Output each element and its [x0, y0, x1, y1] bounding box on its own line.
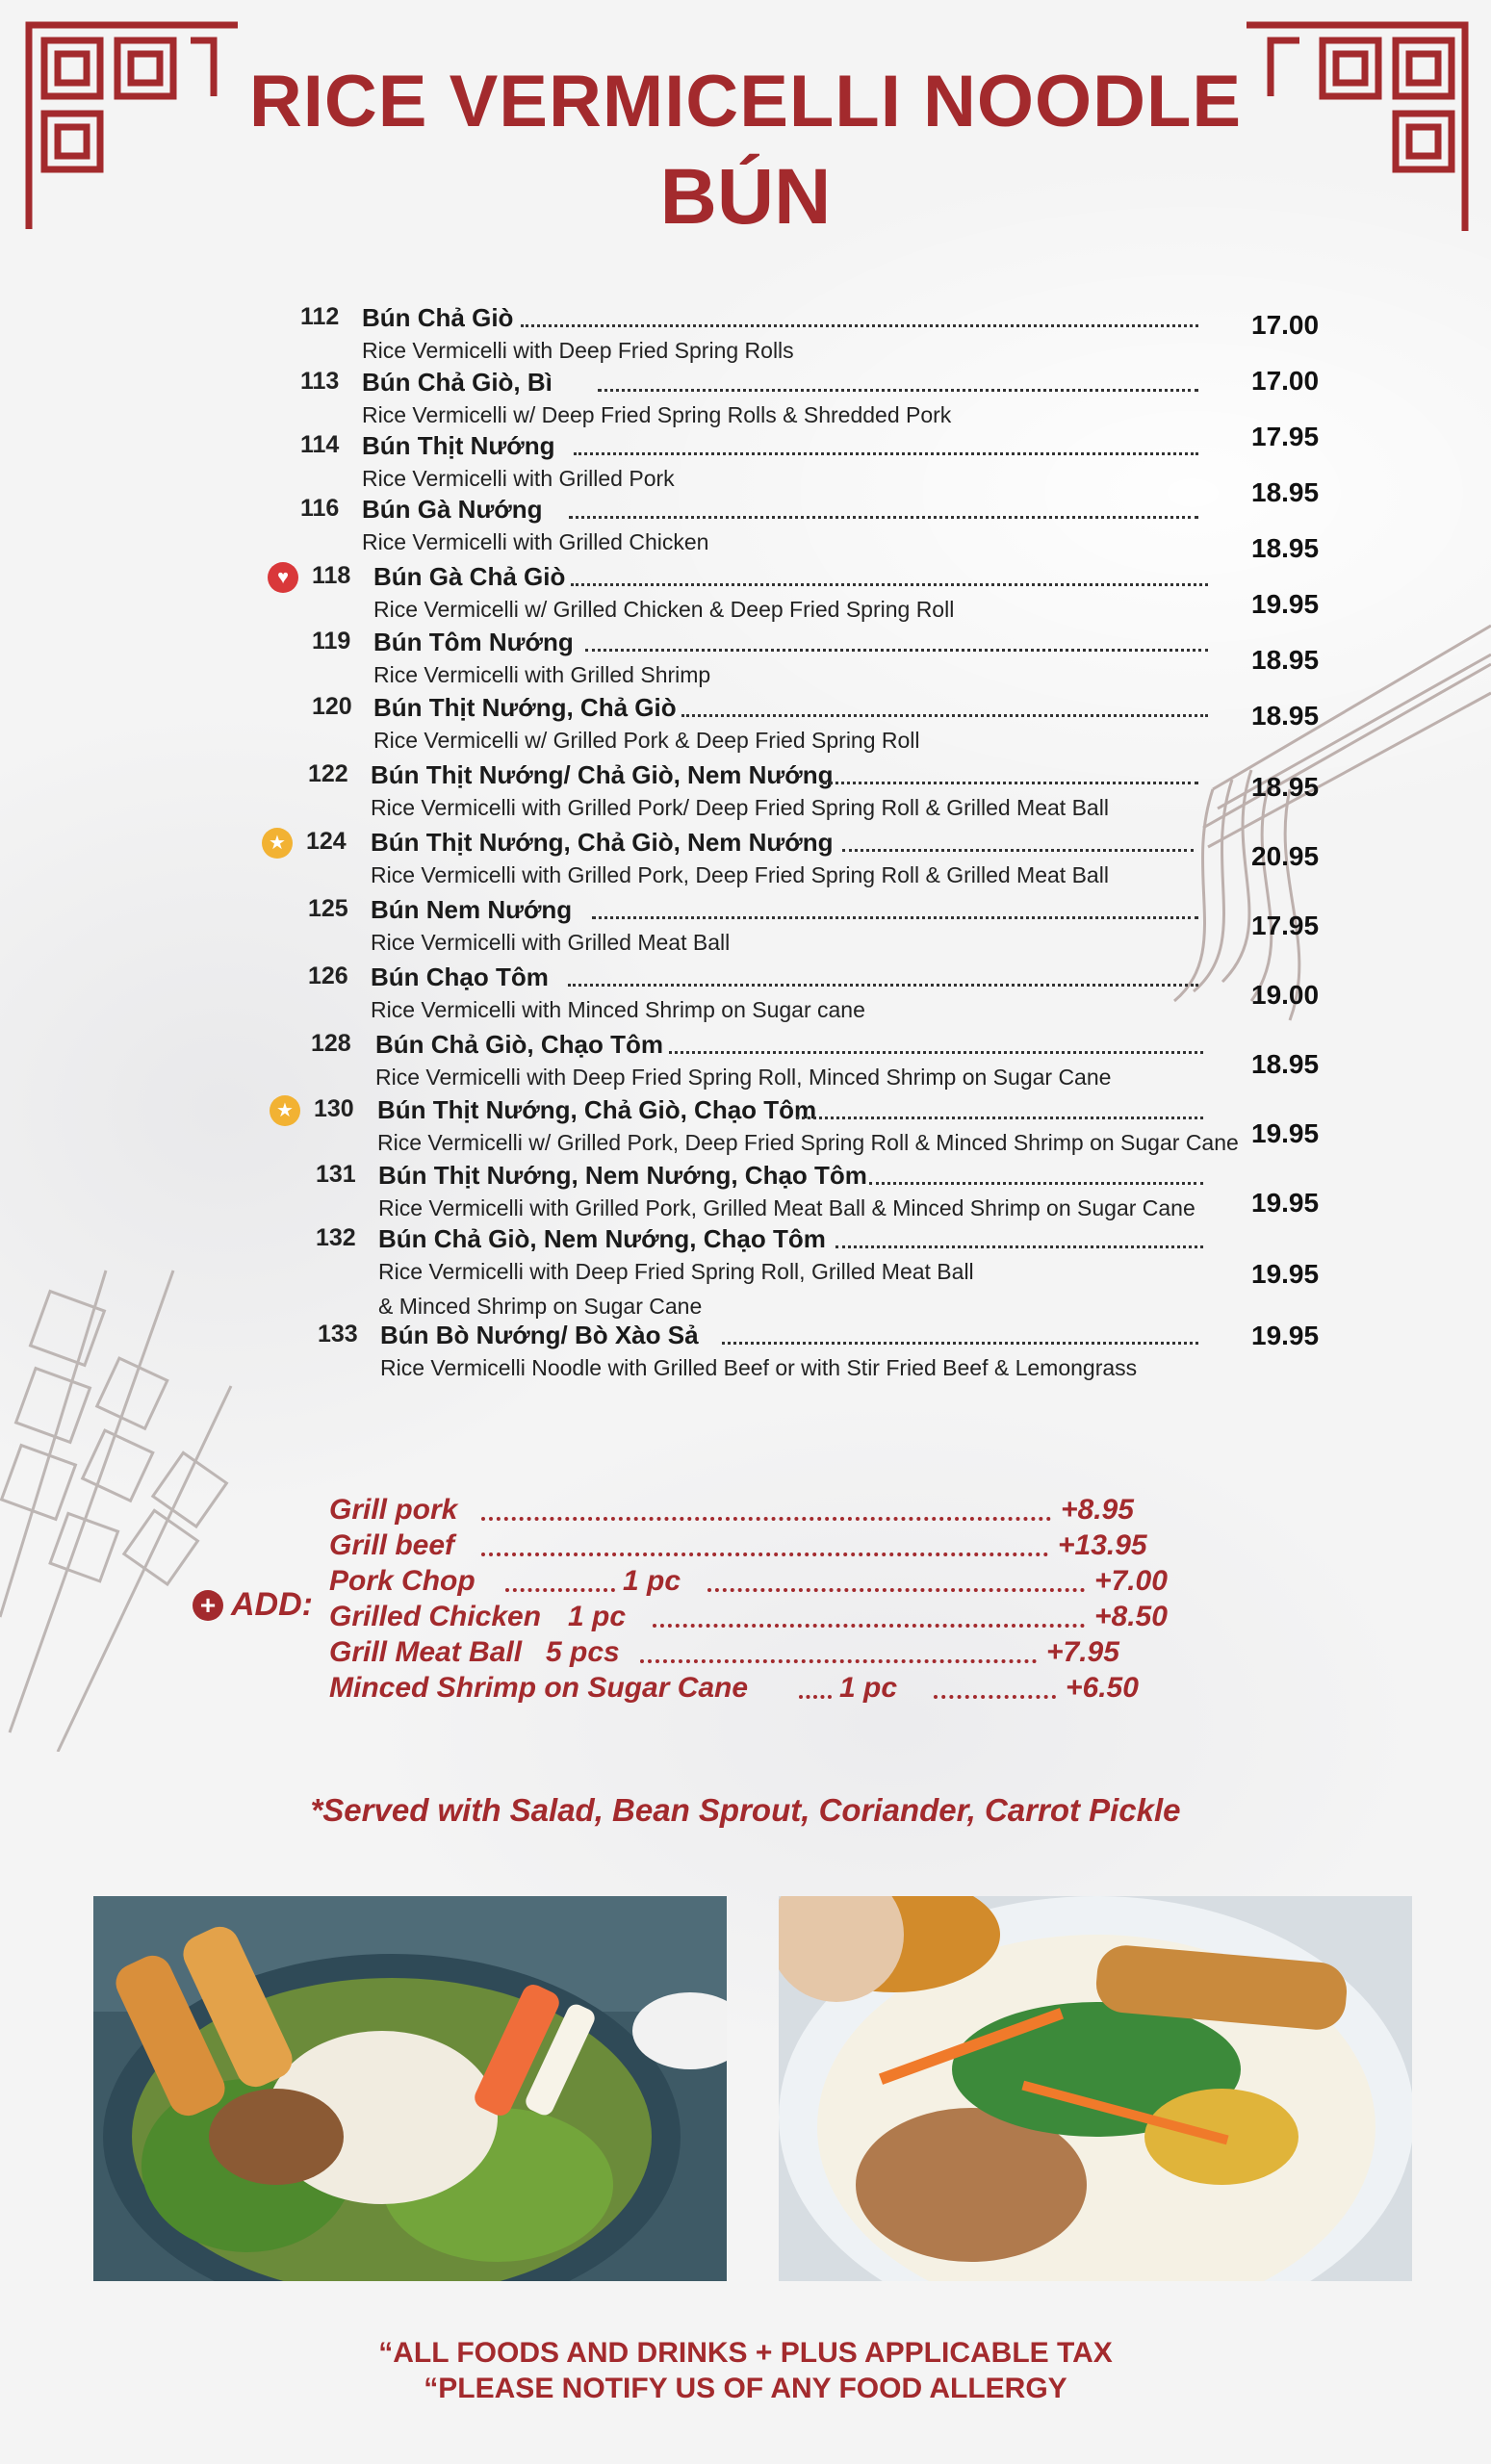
addon-price: +8.95 — [1061, 1494, 1134, 1526]
item-description: Rice Vermicelli w/ Grilled Pork, Deep Fried Spring Roll & Minced Shrimp on Sugar Cane — [377, 1130, 1239, 1155]
item-description-continued: & Minced Shrimp on Sugar Cane — [378, 1294, 703, 1319]
item-name: Bún Chả Giò, Bì — [362, 368, 553, 397]
item-number: 119 — [312, 628, 351, 654]
dot-leader — [585, 649, 1208, 652]
item-description: Rice Vermicelli with Grilled Chicken — [362, 529, 709, 554]
item-price: 18.95 — [1251, 701, 1320, 731]
dot-leader — [640, 1659, 1037, 1663]
item-name: Bún Thịt Nướng, Chả Giò, Chạo Tôm — [377, 1095, 817, 1124]
item-number: 116 — [300, 495, 340, 522]
dot-leader — [481, 1553, 1048, 1556]
item-number: 122 — [308, 760, 348, 787]
item-name: Bún Thịt Nướng — [362, 431, 555, 460]
item-price: 18.95 — [1251, 533, 1320, 563]
item-description: Rice Vermicelli w/ Grilled Pork & Deep Fried Spring Roll — [373, 728, 920, 753]
menu-list — [0, 289, 1491, 1386]
dot-leader — [681, 714, 1208, 717]
addon-quantity: 1 pc — [623, 1565, 681, 1597]
item-description: Rice Vermicelli w/ Deep Fried Spring Rolls & Shredded Pork — [362, 402, 952, 427]
item-number: 132 — [316, 1224, 356, 1251]
item-name: Bún Chả Giò, Nem Nướng, Chạo Tôm — [378, 1224, 826, 1253]
food-photo-spring-roll-bowl — [93, 1896, 727, 2281]
item-name: Bún Bò Nướng/ Bò Xào Sả — [380, 1321, 699, 1349]
addon-quantity: 1 pc — [568, 1601, 627, 1632]
item-number: 113 — [300, 368, 340, 395]
item-number: 114 — [300, 431, 340, 458]
item-description: Rice Vermicelli with Grilled Pork/ Deep Fried Spring Roll & Grilled Meat Ball — [371, 795, 1109, 820]
addon-name: Grilled Chicken — [329, 1601, 542, 1632]
add-label — [193, 1586, 313, 1624]
food-photo-noodle-bowl — [779, 1896, 1412, 2281]
dot-leader — [481, 1517, 1051, 1521]
item-description: Rice Vermicelli w/ Grilled Chicken & Deep Fried Spring Roll — [373, 597, 955, 622]
item-price: 19.95 — [1251, 589, 1320, 619]
item-number: 124 — [306, 828, 347, 855]
item-price: 17.95 — [1251, 911, 1320, 940]
item-price: 18.95 — [1251, 645, 1320, 675]
item-name: Bún Thịt Nướng, Nem Nướng, Chạo Tôm — [378, 1161, 867, 1190]
star-icon: ★ — [262, 828, 293, 859]
dot-leader — [521, 324, 1198, 327]
item-price: 18.95 — [1251, 1049, 1320, 1079]
add-label-text: ADD: — [231, 1586, 313, 1623]
addon-price: +13.95 — [1058, 1529, 1147, 1561]
item-name: Bún Nem Nướng — [371, 895, 573, 924]
addon-price: +6.50 — [1066, 1672, 1139, 1704]
item-name: Bún Chả Giò — [362, 303, 514, 332]
addon-item — [329, 1601, 1195, 1636]
item-price: 19.95 — [1251, 1188, 1320, 1218]
item-number: 120 — [312, 693, 352, 720]
addon-item — [329, 1672, 1195, 1707]
dot-leader — [568, 984, 1198, 987]
dot-leader — [669, 1051, 1203, 1054]
dot-leader — [653, 1624, 1085, 1628]
addon-item — [329, 1529, 1195, 1565]
dot-leader — [722, 1342, 1198, 1345]
item-number: 118 — [312, 562, 351, 589]
plus-icon: + — [193, 1590, 223, 1621]
item-description: Rice Vermicelli with Deep Fried Spring Rolls — [362, 338, 794, 363]
addon-list — [329, 1494, 1195, 1707]
item-number: 128 — [311, 1030, 351, 1057]
dot-leader — [799, 1695, 832, 1699]
item-number: 112 — [300, 303, 340, 330]
heart-icon: ♥ — [268, 562, 298, 593]
item-description: Rice Vermicelli with Grilled Pork — [362, 466, 675, 491]
item-description: Rice Vermicelli with Grilled Pork, Grilled Meat Ball & Minced Shrimp on Sugar Cane — [378, 1195, 1195, 1220]
addon-name: Grill beef — [329, 1529, 455, 1561]
tax-notice: “ALL FOODS AND DRINKS + PLUS APPLICABLE TAX — [378, 2337, 1113, 2369]
addon-item — [329, 1565, 1195, 1601]
item-name: Bún Chả Giò, Chạo Tôm — [375, 1030, 663, 1059]
item-price: 19.95 — [1251, 1259, 1320, 1289]
item-name: Bún Chạo Tôm — [371, 962, 549, 991]
item-price: 20.95 — [1251, 841, 1320, 871]
dot-leader — [707, 1588, 1085, 1592]
item-number: 125 — [308, 895, 348, 922]
item-number: 133 — [318, 1321, 358, 1348]
addon-name: Grill Meat Ball — [329, 1636, 523, 1668]
served-note: *Served with Salad, Bean Sprout, Coriander, Carrot Pickle — [310, 1792, 1181, 1828]
dot-leader — [571, 583, 1208, 586]
addon-item — [329, 1636, 1195, 1672]
item-price: 19.95 — [1251, 1118, 1320, 1148]
dot-leader — [505, 1588, 615, 1592]
item-price: 19.95 — [1251, 1321, 1320, 1350]
dot-leader — [598, 389, 1198, 392]
addon-price: +8.50 — [1094, 1601, 1168, 1632]
dot-leader — [574, 452, 1198, 455]
addon-name: Pork Chop — [329, 1565, 476, 1597]
item-name: Bún Tôm Nướng — [373, 628, 574, 656]
item-number: 131 — [316, 1161, 356, 1188]
item-number: 130 — [314, 1095, 354, 1122]
dot-leader — [592, 916, 1198, 919]
item-name: Bún Gà Nướng — [362, 495, 543, 524]
item-price: 19.00 — [1251, 980, 1320, 1010]
dot-leader — [835, 1245, 1203, 1248]
item-price: 17.00 — [1251, 310, 1320, 340]
addon-item — [329, 1494, 1195, 1529]
item-description: Rice Vermicelli with Grilled Pork, Deep Fried Spring Roll & Grilled Meat Ball — [371, 862, 1109, 887]
item-name: Bún Thịt Nướng, Chả Giò, Nem Nướng — [371, 828, 834, 857]
dot-leader — [842, 849, 1194, 852]
addon-name: Minced Shrimp on Sugar Cane — [329, 1672, 749, 1704]
addon-name: Grill pork — [329, 1494, 458, 1526]
addon-price: +7.00 — [1094, 1565, 1168, 1597]
dot-leader — [823, 782, 1198, 784]
item-name: Bún Thịt Nướng, Chả Giò — [373, 693, 677, 722]
item-description: Rice Vermicelli with Minced Shrimp on Sugar cane — [371, 997, 865, 1022]
star-icon: ★ — [270, 1095, 300, 1126]
item-price: 17.00 — [1251, 366, 1320, 396]
item-description: Rice Vermicelli with Deep Fried Spring Roll, Grilled Meat Ball — [378, 1259, 974, 1284]
dot-leader — [569, 516, 1198, 519]
item-name: Bún Gà Chả Giò — [373, 562, 566, 591]
addon-quantity: 5 pcs — [546, 1636, 620, 1668]
item-name: Bún Thịt Nướng/ Chả Giò, Nem Nướng — [371, 760, 834, 789]
item-price: 18.95 — [1251, 477, 1320, 507]
item-price: 17.95 — [1251, 422, 1320, 451]
dot-leader — [869, 1182, 1203, 1185]
page-title: RICE VERMICELLI NOODLE — [248, 61, 1243, 142]
page-subtitle: BÚN — [659, 153, 832, 241]
item-price: 18.95 — [1251, 772, 1320, 802]
dot-leader — [796, 1116, 1203, 1119]
allergy-notice: “PLEASE NOTIFY US OF ANY FOOD ALLERGY — [424, 2373, 1067, 2404]
item-description: Rice Vermicelli with Grilled Meat Ball — [371, 930, 731, 955]
item-number: 126 — [308, 962, 348, 989]
item-description: Rice Vermicelli with Deep Fried Spring Roll, Minced Shrimp on Sugar Cane — [375, 1065, 1112, 1090]
item-description: Rice Vermicelli with Grilled Shrimp — [373, 662, 711, 687]
dot-leader — [934, 1695, 1056, 1699]
addon-price: +7.95 — [1046, 1636, 1119, 1668]
addon-quantity: 1 pc — [839, 1672, 898, 1704]
item-description: Rice Vermicelli Noodle with Grilled Beef or with Stir Fried Beef & Lemongrass — [380, 1355, 1138, 1380]
